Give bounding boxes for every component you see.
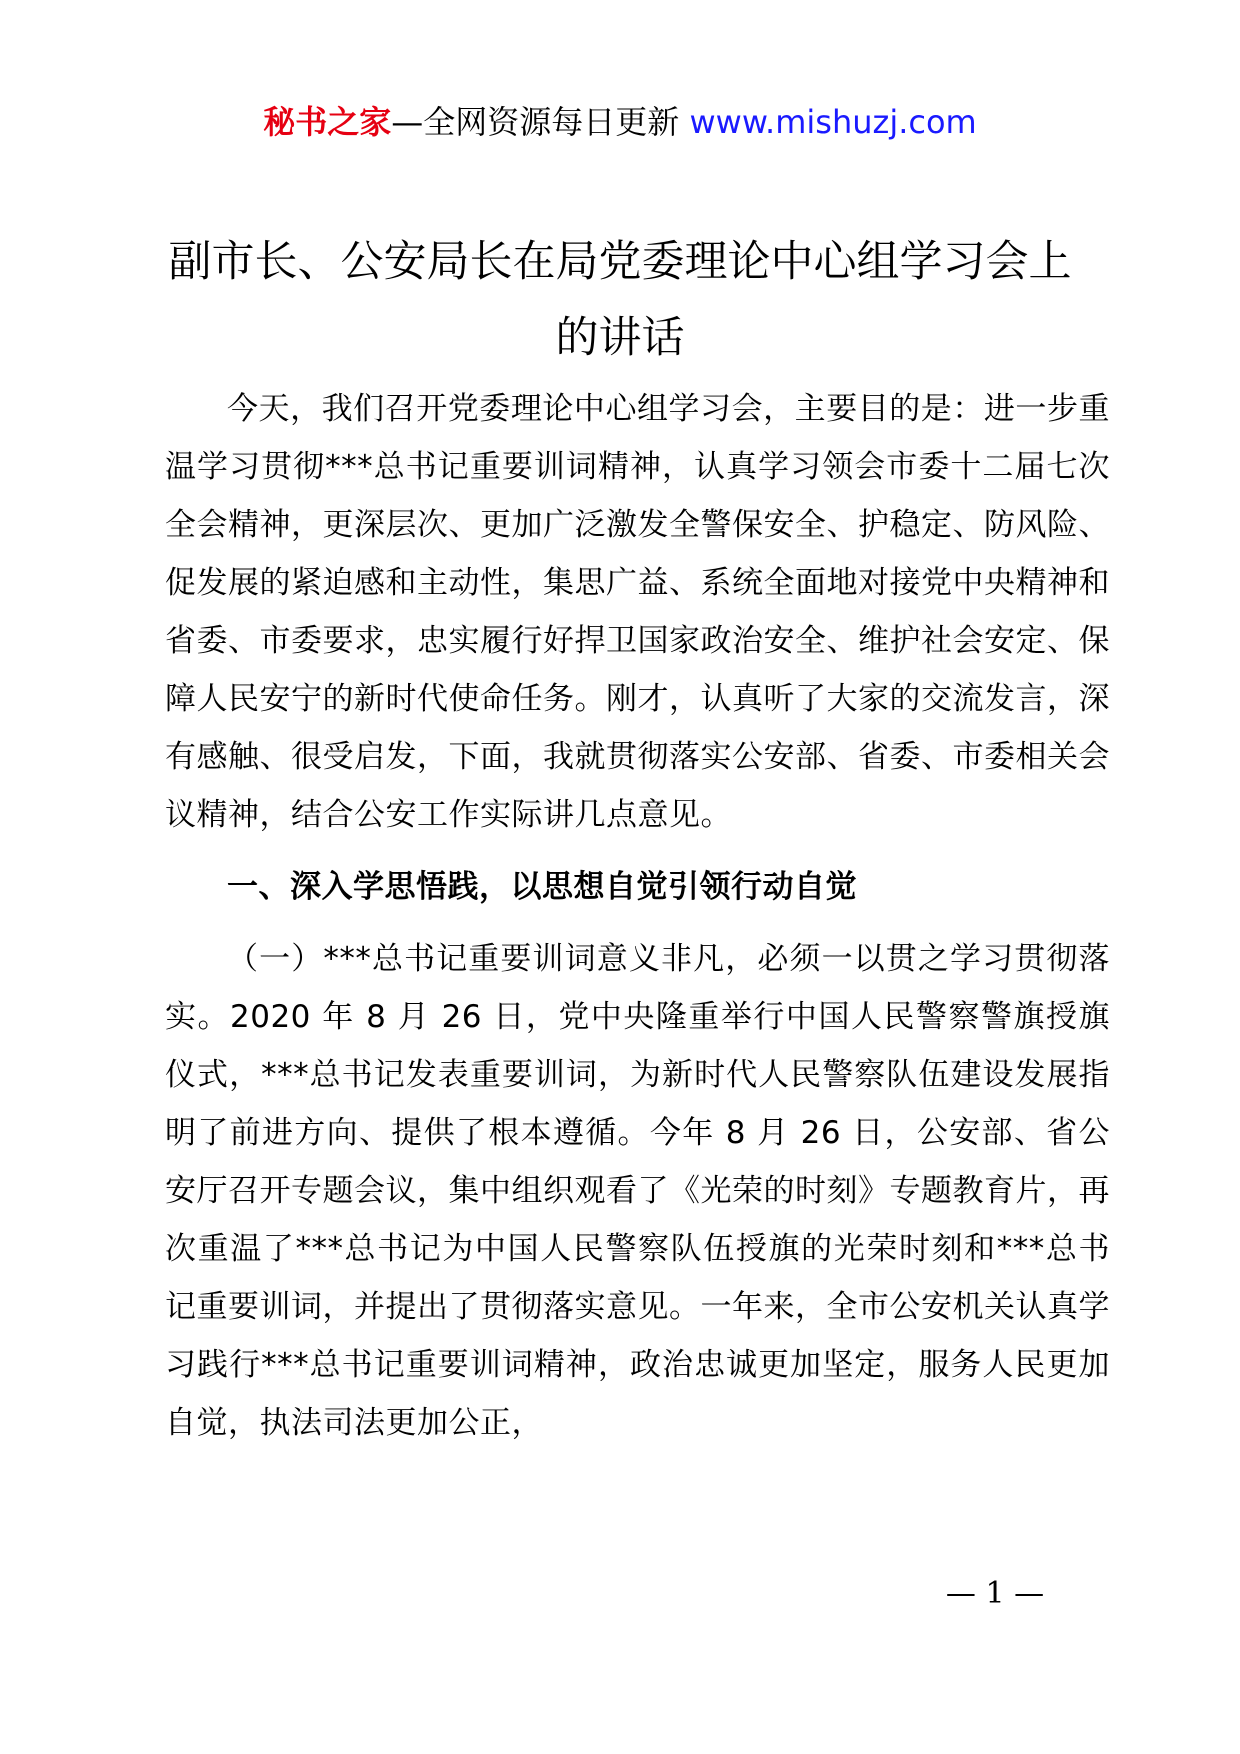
- site-brand: 秘书之家: [263, 103, 392, 141]
- body-paragraph: （一）***总书记重要训词意义非凡，必须一以贯之学习贯彻落实。2020 年 8 月 26 日，党中央隆重举行中国人民警察警旗授旗仪式，***总书记发表重要训词，为新时代人民警察队伍建设发展指明了前进方向、提供了根本遵循。今年 8 月 26 日，公安部、省公安厅召开专题会议，集中组织观看了《光荣的时刻》专题教育片，再次重温了***总书记为中国人民警察队伍授旗的光荣时刻和***总书记重要训词，并提出了贯彻落实意见。一年来，全市公安机关认真学习践行***总书记重要训词精神，政治忠诚更加坚定，服务人民更加自觉，执法司法更加公正，: [165, 941, 1110, 1441]
- document-title: 副市长、公安局长在局党委理论中心组学习会上的讲话: [168, 237, 1072, 363]
- site-header: [0, 100, 1240, 144]
- intro-paragraph: 今天，我们召开党委理论中心组学习会，主要目的是：进一步重温学习贯彻***总书记重要训词精神，认真学习领会市委十二届七次全会精神，更深层次、更加广泛激发全警保安全、护稳定、防风险、促发展的紧迫感和主动性，集思广益、系统全面地对接党中央精神和省委、市委要求，忠实履行好捍卫国家政治安全、维护社会安定、保障人民安宁的新时代使命任务。刚才，认真听了大家的交流发言，深有感触、很受启发，下面，我就贯彻落实公安部、省委、市委相关会议精神，结合公安工作实际讲几点意见。: [165, 391, 1110, 833]
- section-heading: 一、深入学思悟践，以思想自觉引领行动自觉: [227, 869, 857, 905]
- document-body: [165, 380, 1110, 1452]
- site-url-link[interactable]: www.mishuzj.com: [689, 103, 977, 141]
- page-number: — 1 —: [945, 1576, 1045, 1611]
- site-tagline: —全网资源每日更新: [391, 103, 690, 141]
